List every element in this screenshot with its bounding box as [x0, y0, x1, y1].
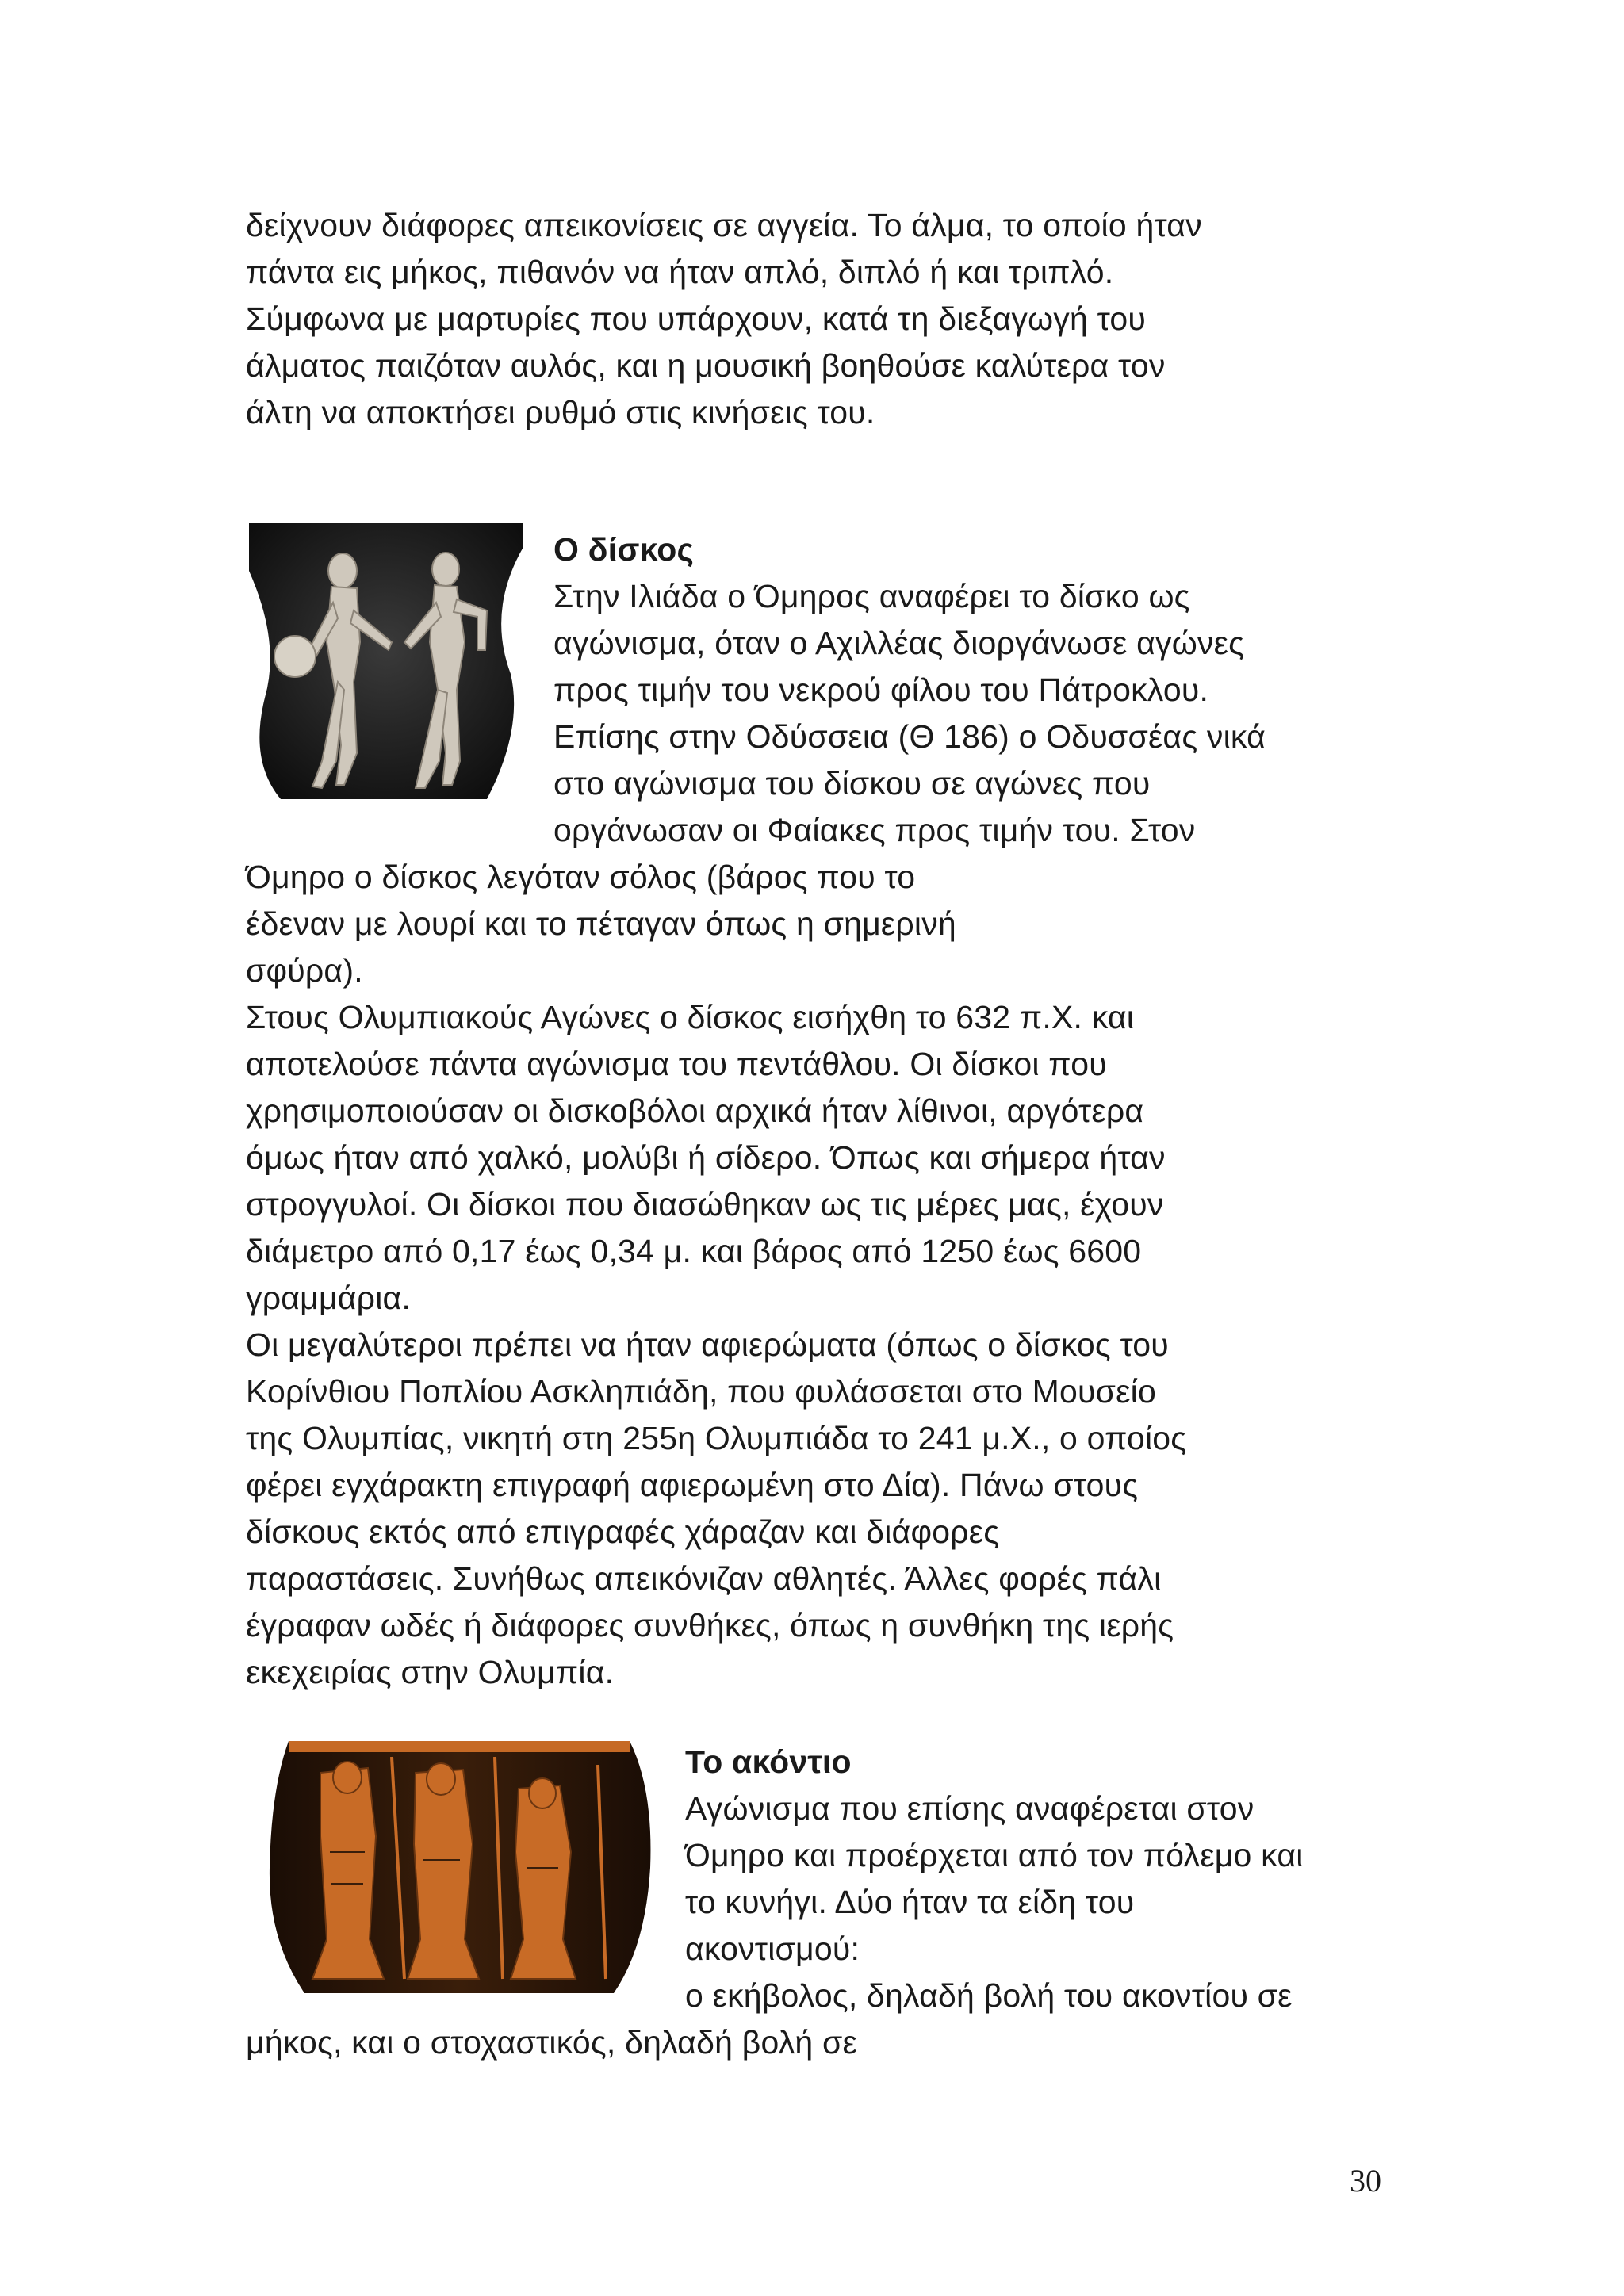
discus-line: αποτελούσε πάντα αγώνισμα του πεντάθλου. Οι δίσκοι που — [246, 1046, 1107, 1082]
javelin-line: Όμηρο και προέρχεται από τον πόλεμο και — [685, 1837, 1304, 1873]
intro-line: Σύμφωνα με μαρτυρίες που υπάρχουν, κατά τη διεξαγωγή του — [246, 300, 1147, 337]
javelin-line: Αγώνισμα που επίσης αναφέρεται στον — [685, 1790, 1254, 1827]
discus-line: έδεναν με λουρί και το πέταγαν όπως η σημερινή — [246, 905, 956, 942]
discus-line: οργάνωσαν οι Φαίακες προς τιμήν του. Στον — [553, 812, 1196, 848]
discus-line: Όμηρο ο δίσκος λεγόταν σόλος (βάρος που το — [246, 859, 916, 895]
intro-line: δείχνουν διάφορες απεικονίσεις σε αγγεία. Το άλμα, το οποίο ήταν — [246, 207, 1202, 243]
intro-line: πάντα εις μήκος, πιθανόν να ήταν απλό, διπλό ή και τριπλό. — [246, 254, 1114, 290]
javelin-heading: Το ακόντιο — [685, 1743, 852, 1780]
discus-line: προς τιμήν του νεκρού φίλου του Πάτροκλου. — [553, 672, 1209, 708]
discus-line: γραμμάρια. — [246, 1280, 412, 1316]
discus-line: Κορίνθιου Ποπλίου Ασκληπιάδη, που φυλάσσεται στο Μουσείο — [246, 1373, 1156, 1410]
discus-line: Στην Ιλιάδα ο Όμηρος αναφέρει το δίσκο ως — [553, 578, 1190, 614]
javelin-line: ακοντισμού: — [685, 1931, 860, 1967]
discus-line: χρησιμοποιούσαν οι δισκοβόλοι αρχικά ήταν λίθινοι, αργότερα — [246, 1093, 1144, 1129]
discus-line: Οι μεγαλύτεροι πρέπει να ήταν αφιερώματα (όπως ο δίσκος του — [246, 1326, 1169, 1363]
discus-line: σφύρα). — [246, 952, 363, 989]
javelin-vase-image — [265, 1741, 653, 1993]
discus-line: έγραφαν ωδές ή διάφορες συνθήκες, όπως η συνθήκη της ιερής — [246, 1607, 1174, 1644]
discus-line: διάμετρο από 0,17 έως 0,34 μ. και βάρος από 1250 έως 6600 — [246, 1233, 1142, 1269]
intro-line: άλματος παιζόταν αυλός, και η μουσική βοηθούσε καλύτερα τον — [246, 347, 1166, 384]
javelin-line: το κυνήγι. Δύο ήταν τα είδη του — [685, 1884, 1135, 1920]
discus-line: Επίσης στην Οδύσσεια (Θ 186) ο Οδυσσέας νικά — [553, 718, 1266, 755]
discus-line: αγώνισμα, όταν ο Αχιλλέας διοργάνωσε αγώνες — [553, 625, 1245, 661]
page-number: 30 — [1350, 2163, 1381, 2198]
intro-line: άλτη να αποκτήσει ρυθμό στις κινήσεις του. — [246, 394, 875, 430]
discus-line: παραστάσεις. Συνήθως απεικόνιζαν αθλητές. Άλλες φορές πάλι — [246, 1560, 1162, 1597]
discus-line: στρογγυλοί. Οι δίσκοι που διασώθηκαν ως τις μέρες μας, έχουν — [246, 1186, 1164, 1223]
discus-heading: Ο δίσκος — [553, 531, 695, 568]
discus-line: όμως ήταν από χαλκό, μολύβι ή σίδερο. Όπως και σήμερα ήταν — [246, 1139, 1166, 1176]
javelin-line: μήκος, και ο στοχαστικός, δηλαδή βολή σε — [246, 2024, 857, 2061]
discus-line: εκεχειρίας στην Ολυμπία. — [246, 1654, 615, 1690]
discus-vase-image — [249, 523, 523, 799]
discus-line: φέρει εγχάρακτη επιγραφή αφιερωμένη στο Δία). Πάνω στους — [246, 1467, 1139, 1503]
javelin-line: ο εκήβολος, δηλαδή βολή του ακοντίου σε — [685, 1977, 1293, 2014]
discus-line: στο αγώνισμα του δίσκου σε αγώνες που — [553, 765, 1151, 802]
discus-line: δίσκους εκτός από επιγραφές χάραζαν και διάφορες — [246, 1513, 1000, 1550]
discus-line: της Ολυμπίας, νικητή στη 255η Ολυμπιάδα το 241 μ.Χ., ο οποίος — [246, 1420, 1187, 1456]
discus-line: Στους Ολυμπιακούς Αγώνες ο δίσκος εισήχθη το 632 π.Χ. και — [246, 999, 1135, 1035]
